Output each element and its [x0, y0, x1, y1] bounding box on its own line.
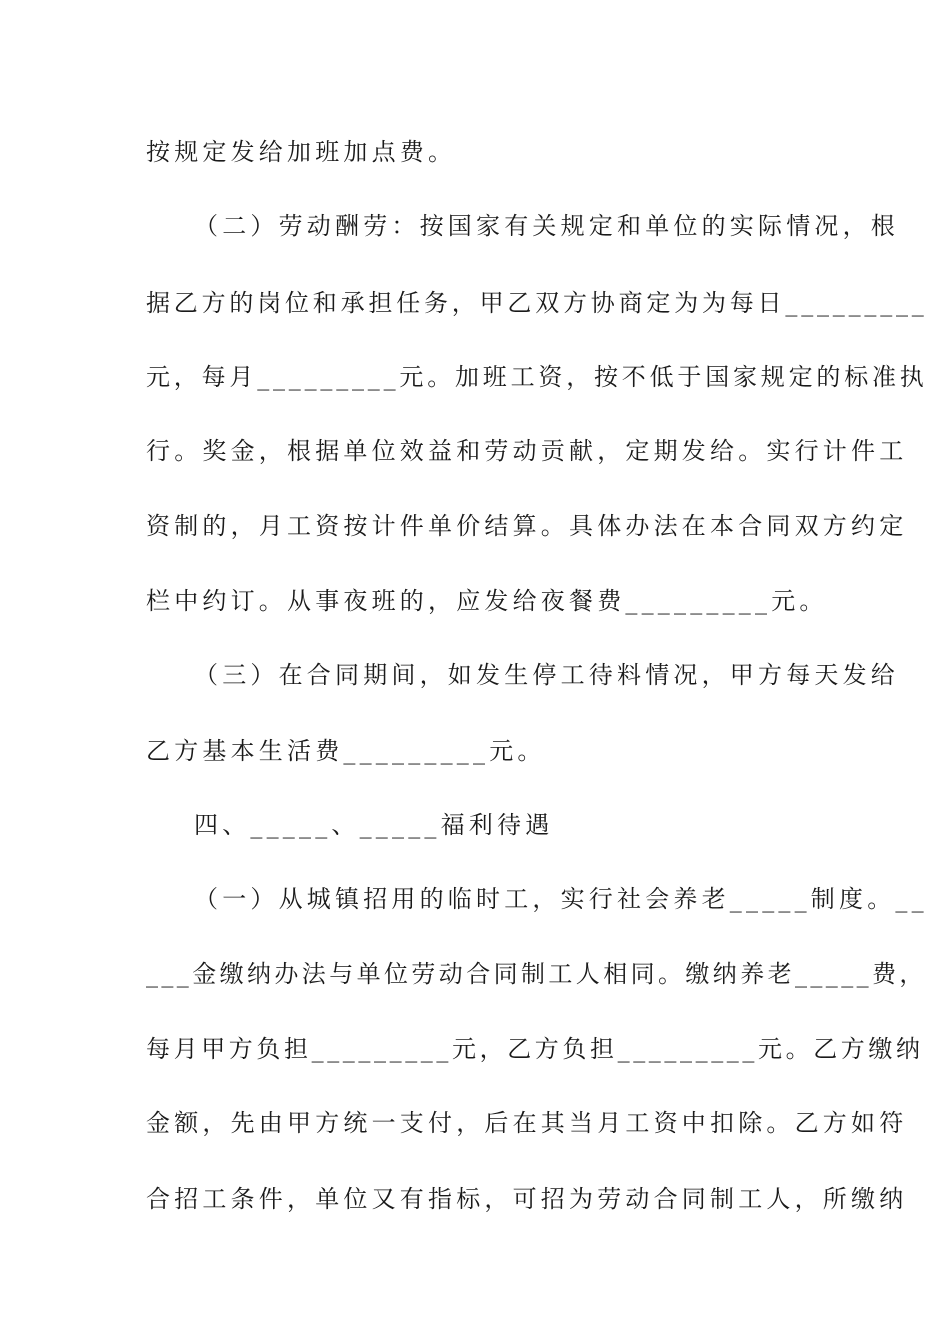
text-line-1: 按规定发给加班加点费。 — [146, 138, 457, 166]
text-line-12: ___金缴纳办法与单位劳动合同制工人相同。缴纳养老_____费， — [146, 960, 927, 988]
text-line-5: 行。奖金，根据单位效益和劳动贡献，定期发给。实行计件工 — [146, 437, 908, 465]
text-line-11: （一）从城镇招用的临时工，实行社会养老_____制度。__ — [194, 885, 928, 913]
text-line-15: 合招工条件，单位又有指标，可招为劳动合同制工人，所缴纳 — [146, 1185, 908, 1213]
text-line-4: 元，每月_________元。加班工资，按不低于国家规定的标准执 — [146, 363, 928, 391]
text-line-8: （三）在合同期间，如发生停工待料情况，甲方每天发给 — [194, 661, 899, 689]
text-line-14: 金额，先由甲方统一支付，后在其当月工资中扣除。乙方如符 — [146, 1109, 908, 1137]
text-line-7: 栏中约订。从事夜班的，应发给夜餐费_________元。 — [146, 587, 828, 615]
text-line-2: （二）劳动酬劳：按国家有关规定和单位的实际情况，根 — [194, 212, 899, 240]
section-heading: 四、_____、_____福利待遇 — [194, 811, 554, 839]
text-line-3: 据乙方的岗位和承担任务，甲乙双方协商定为为每日_________ — [146, 289, 928, 317]
text-line-13: 每月甲方负担_________元，乙方负担_________元。乙方缴纳 — [146, 1035, 924, 1063]
text-line-6: 资制的，月工资按计件单价结算。具体办法在本合同双方约定 — [146, 512, 908, 540]
text-line-9: 乙方基本生活费_________元。 — [146, 737, 546, 765]
